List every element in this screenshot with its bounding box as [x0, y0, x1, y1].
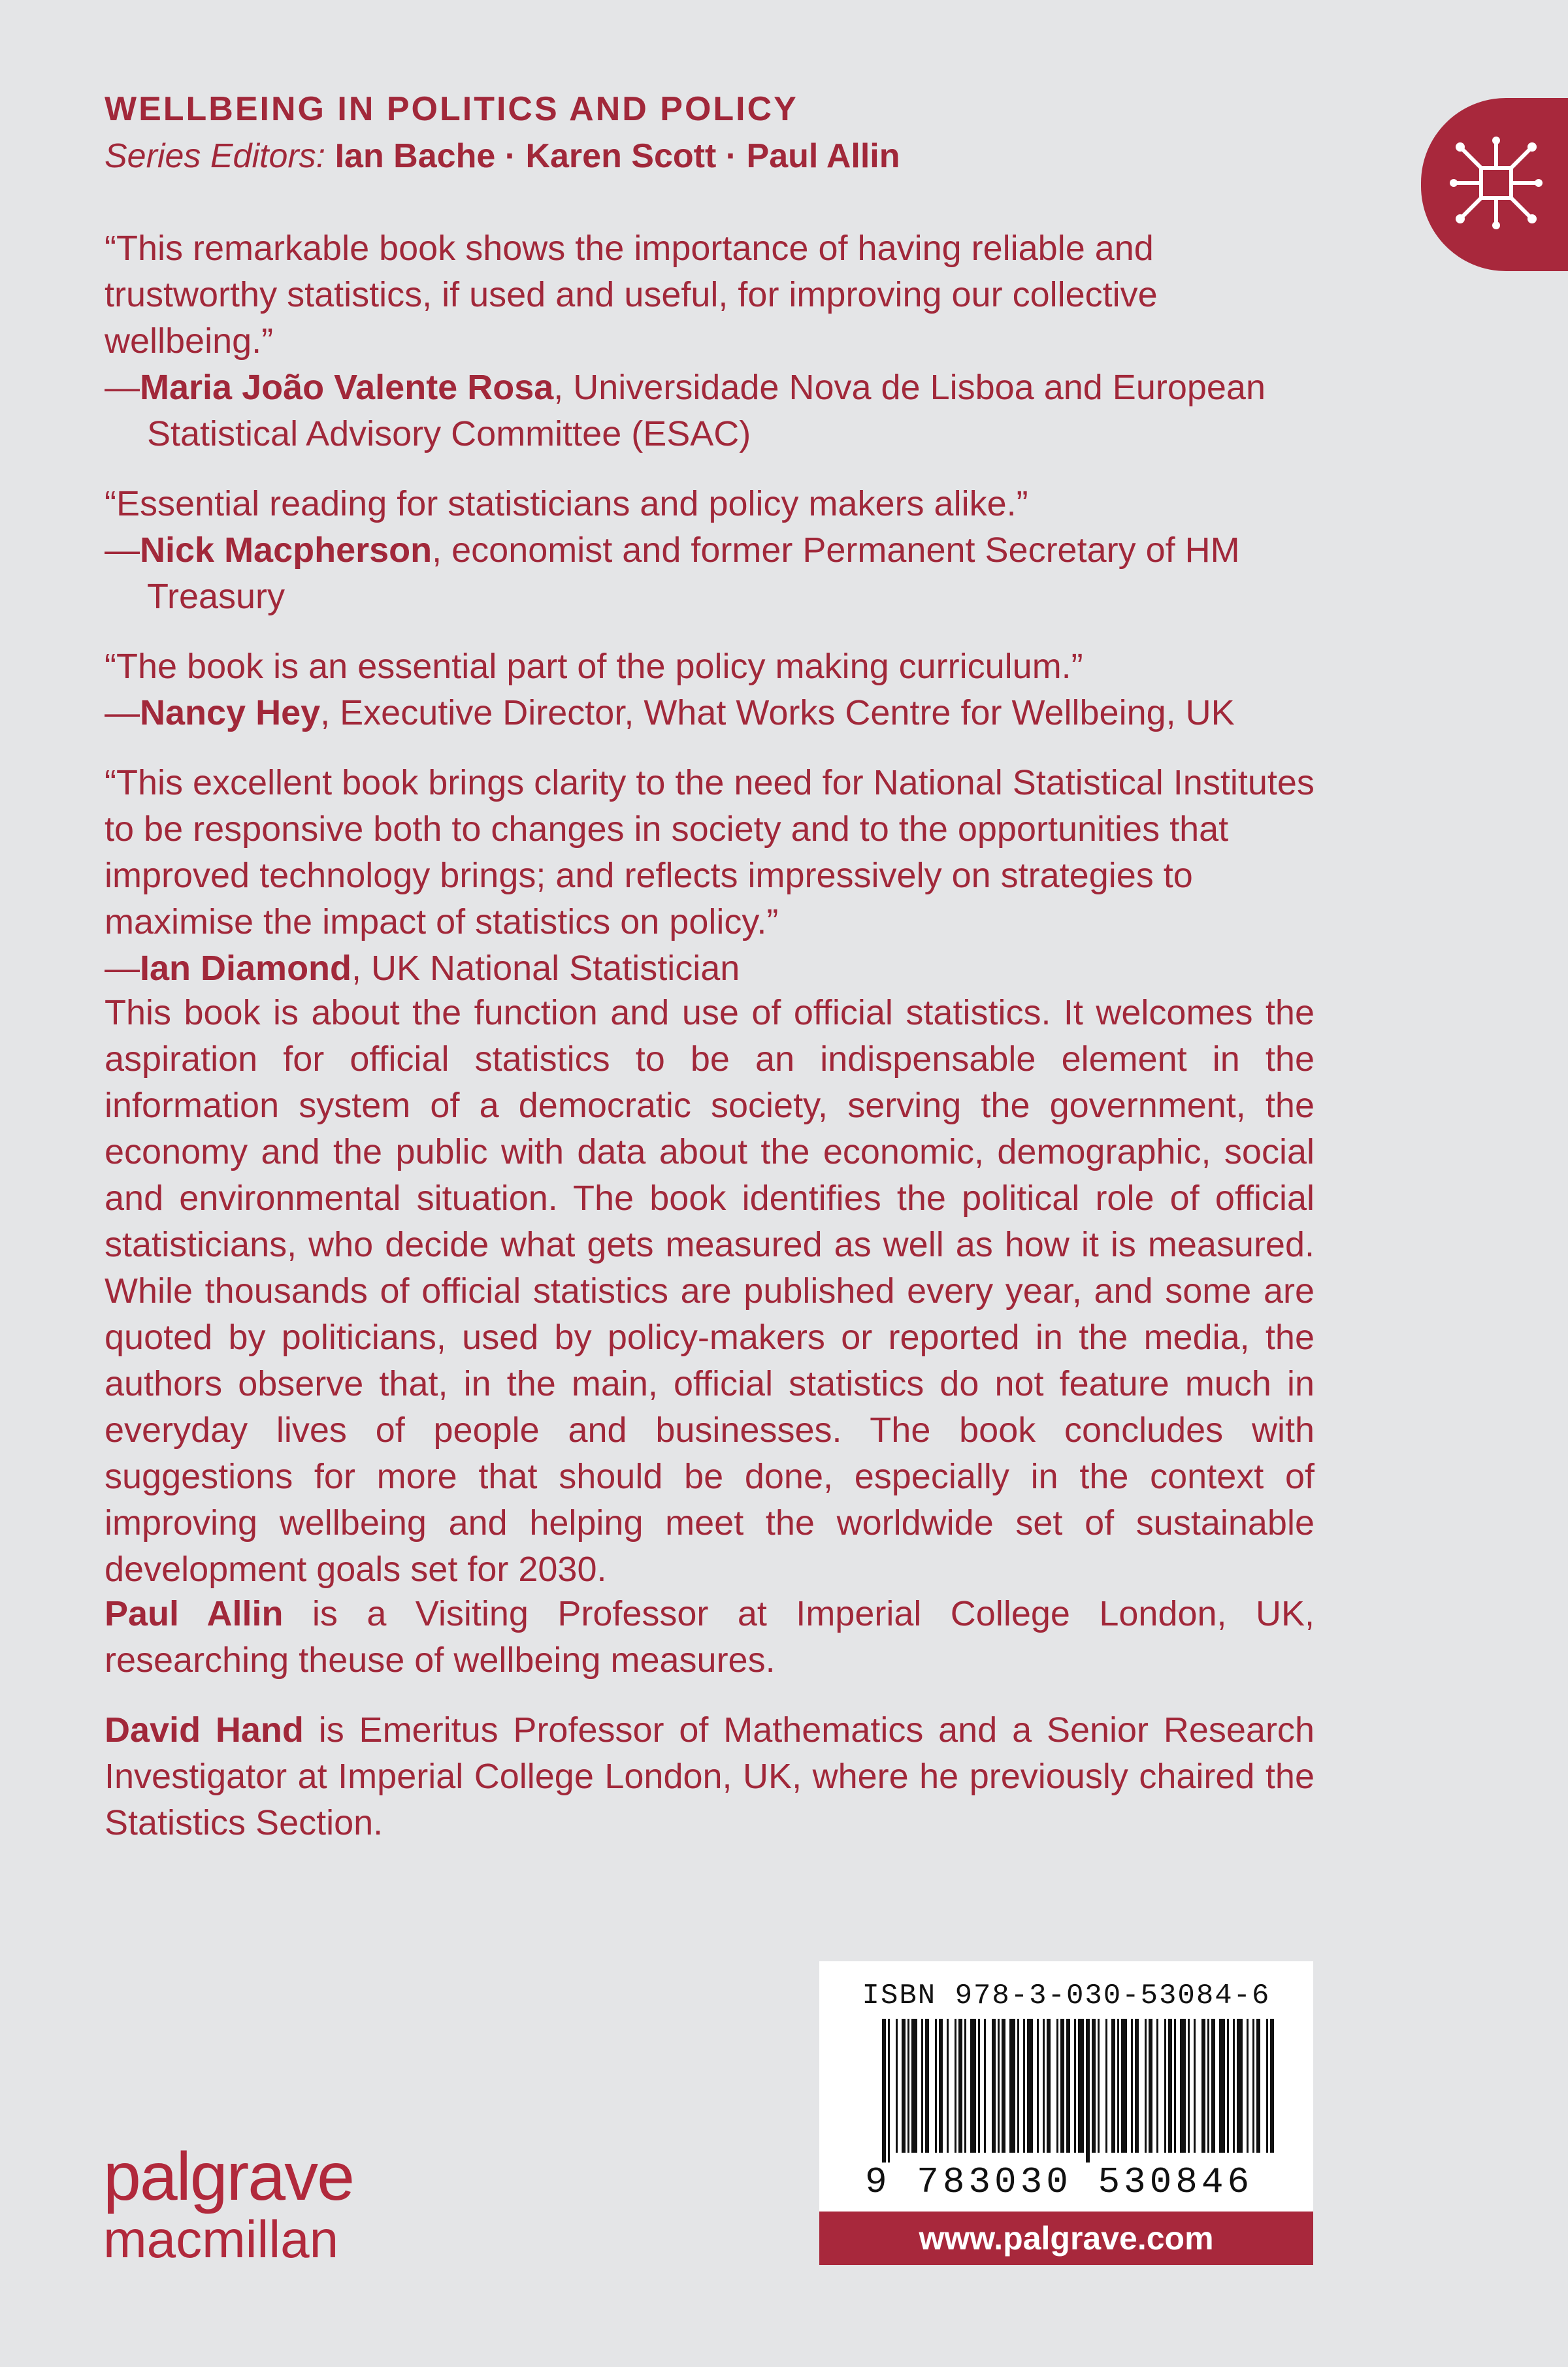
quote-text: “This excellent book brings clarity to the need for National Statistical Institutes to be responsive both to changes in society and to the opportunities that improved technology brings; and reflects impressively on strategies to maximise the impact of statistics on policy.” — [105, 763, 1315, 941]
book-description: This book is about the function and use of official statistics. It welcomes the aspiration for official statistics to be an indispensable element in the information system of a democratic society, serving the government, the economy and the public with data about the economic, demographic, social and environmental situation. The book identifies the political role of official statisticians, who decide what gets measured as well as how it is measured. While thousands of official statistics are published every year, and some are quoted by politicians, used by policy-makers or reported in the media, the authors observe that, in the main, official statistics do not feature much in everyday lives of people and businesses. The book concludes with suggestions for more that should be done, especially in the context of improving wellbeing and helping meet the worldwide set of sustainable development goals set for 2030. — [105, 993, 1315, 1589]
barcode-bar — [1164, 2019, 1166, 2153]
barcode-bar — [1227, 2019, 1229, 2153]
barcode-bar — [882, 2019, 886, 2163]
barcode-bar — [1027, 2019, 1033, 2153]
barcode-bar — [1237, 2019, 1243, 2153]
barcode-bar — [1092, 2019, 1096, 2153]
barcode-bar — [992, 2019, 996, 2153]
author-bio — [105, 1707, 1315, 1846]
barcode-bar — [1086, 2019, 1090, 2163]
network-square-icon — [1447, 134, 1545, 232]
series-logo-tab — [1421, 98, 1568, 271]
quote-dash: — — [105, 531, 140, 570]
barcode-bar — [978, 2019, 980, 2153]
barcode-bar — [1233, 2019, 1235, 2153]
barcode-bar — [888, 2019, 890, 2163]
quote-dash: — — [105, 693, 140, 732]
publisher-logo-line1: palgrave — [103, 2139, 353, 2215]
barcode-bar — [1098, 2019, 1100, 2153]
quote-text: “Essential reading for statisticians and policy makers alike.” — [105, 484, 1028, 523]
barcode-bar — [1009, 2019, 1015, 2153]
barcode-bar — [939, 2019, 943, 2153]
barcode-bar — [998, 2019, 1000, 2153]
barcode-bar — [1047, 2019, 1051, 2153]
quote-affiliation: , Universidade Nova de Lisboa and European Statistical Advisory Committee (ESAC) — [147, 368, 1266, 453]
publisher-logo-line2: macmillan — [103, 2210, 339, 2268]
quote-author: Ian Diamond — [140, 949, 352, 988]
barcode-bar — [1117, 2019, 1119, 2153]
series-editors — [105, 135, 900, 177]
barcode-bar — [935, 2019, 937, 2153]
barcode-bar — [984, 2019, 986, 2153]
barcode-bar — [958, 2019, 962, 2153]
barcode-bar — [1002, 2019, 1005, 2153]
quote-attribution — [105, 690, 1333, 736]
barcode-bar — [1194, 2019, 1196, 2153]
barcode-bar — [1188, 2019, 1190, 2153]
barcode-bar — [1074, 2019, 1076, 2153]
barcode-bars — [882, 2019, 1274, 2163]
barcode-bar — [1252, 2019, 1254, 2153]
quote — [105, 644, 1333, 736]
quote-author: Nick Macpherson — [140, 531, 433, 570]
barcode-bar — [1037, 2019, 1039, 2153]
barcode-bar — [896, 2019, 898, 2153]
barcode-bar — [1168, 2019, 1172, 2153]
quote-dash: — — [105, 949, 140, 988]
barcode-bar — [955, 2019, 956, 2153]
barcode-bar — [1056, 2019, 1058, 2153]
quote-author: Nancy Hey — [140, 693, 321, 732]
barcode-bar — [1078, 2019, 1084, 2153]
barcode-bar — [907, 2019, 909, 2153]
quote-affiliation: , Executive Director, What Works Centre for Wellbeing, UK — [320, 693, 1235, 732]
barcode-bar — [902, 2019, 906, 2153]
quote-dash: — — [105, 368, 140, 407]
barcode-bar — [964, 2019, 966, 2153]
barcode-bar — [1105, 2019, 1107, 2153]
publisher-url: www.palgrave.com — [819, 2212, 1313, 2265]
barcode-bar — [1211, 2019, 1215, 2153]
barcode-bar — [921, 2019, 923, 2153]
barcode-bar — [1256, 2019, 1260, 2153]
barcode-bar — [970, 2019, 976, 2153]
quote-affiliation: , UK National Statistician — [351, 949, 740, 988]
quote-text: “This remarkable book shows the importance of having reliable and trustworthy statistics, if used and useful, for improving our collective wellbeing.” — [105, 229, 1158, 361]
quote-affiliation: , economist and former Permanent Secretary of HM Treasury — [147, 531, 1240, 616]
barcode-bar — [925, 2019, 929, 2153]
barcode-bar — [1174, 2019, 1176, 2153]
author-bio-text: is Emeritus Professor of Mathematics and a Senior Research Investigator at Imperial College London, UK, where he previously chaired the Statistics Section. — [105, 1710, 1315, 1842]
barcode-bar — [1121, 2019, 1127, 2153]
author-bio — [105, 1591, 1315, 1684]
barcode-bar — [1219, 2019, 1225, 2153]
barcode-digits: 9 783030 530846 — [865, 2161, 1254, 2203]
publisher-logo — [103, 2139, 353, 2268]
barcode-bar — [1111, 2019, 1115, 2153]
barcode-bar — [947, 2019, 949, 2153]
quote — [105, 481, 1333, 620]
author-bio-text: is a Visiting Professor at Imperial College London, UK, researching theuse of wellbeing measures. — [105, 1594, 1315, 1680]
isbn-barcode — [819, 1961, 1313, 2212]
quote-attribution — [105, 365, 1333, 457]
barcode-bar — [1135, 2019, 1139, 2153]
barcode-bar — [1266, 2019, 1268, 2153]
series-editors-label: Series Editors: — [105, 137, 326, 175]
author-name: Paul Allin — [105, 1594, 284, 1633]
quote — [105, 760, 1333, 992]
barcode-bar — [1066, 2019, 1070, 2153]
barcode-bar — [1131, 2019, 1133, 2153]
endorsement-quotes — [105, 225, 1333, 1015]
barcode-bar — [1145, 2019, 1147, 2153]
quote-attribution — [105, 945, 1333, 992]
barcode-bar — [1201, 2019, 1205, 2153]
barcode-bar — [911, 2019, 917, 2153]
barcode-bar — [1270, 2019, 1274, 2153]
quote-attribution — [105, 527, 1333, 620]
barcode-bar — [1060, 2019, 1064, 2153]
quote-author: Maria João Valente Rosa — [140, 368, 554, 407]
barcode-bar — [1017, 2019, 1019, 2153]
quote-text: “The book is an essential part of the policy making curriculum.” — [105, 647, 1083, 686]
quote — [105, 225, 1333, 457]
barcode-bar — [1043, 2019, 1045, 2153]
barcode-bar — [1156, 2019, 1158, 2153]
barcode-bar — [1180, 2019, 1186, 2153]
barcode-bar — [1023, 2019, 1025, 2153]
barcode-bar — [1207, 2019, 1209, 2153]
isbn-number: ISBN 978-3-030-53084-6 — [862, 1980, 1271, 2012]
series-editors-names: Ian Bache · Karen Scott · Paul Allin — [335, 137, 900, 175]
barcode-bar — [1247, 2019, 1249, 2153]
barcode-bar — [1149, 2019, 1152, 2153]
series-title: WELLBEING IN POLITICS AND POLICY — [105, 90, 798, 128]
author-name: David Hand — [105, 1710, 304, 1750]
